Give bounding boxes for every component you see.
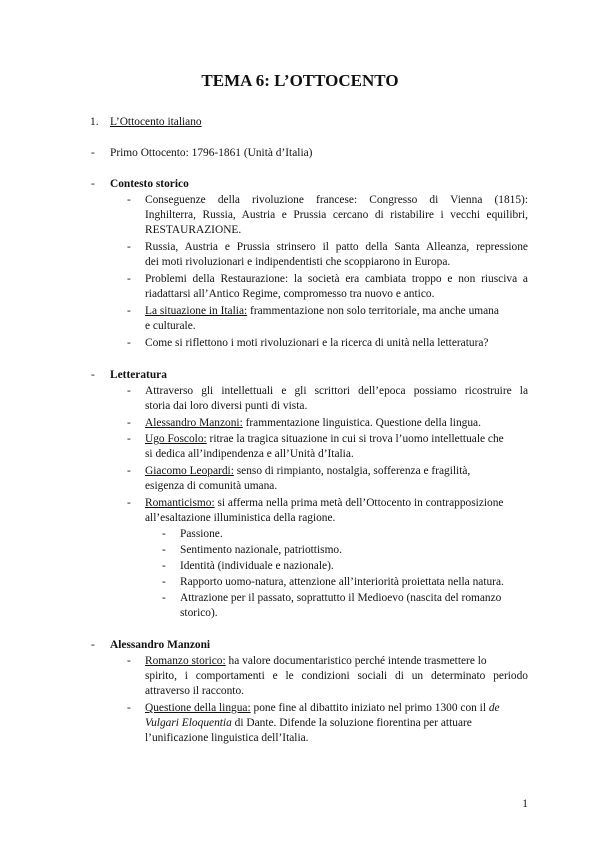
list-item: riadattarsi all’Antico Regime, compromesso tra nuovo e antico. xyxy=(145,288,435,300)
dash: - xyxy=(127,465,131,477)
dash: - xyxy=(127,194,131,206)
underlined-term: Ugo Foscolo: xyxy=(145,433,207,445)
underlined-term: Questione della lingua: xyxy=(145,702,251,714)
list-item: storia dai loro diversi punti di vista. xyxy=(145,400,308,412)
letteratura-heading: Letteratura xyxy=(110,369,167,381)
dash: - xyxy=(162,576,166,588)
list-item xyxy=(145,654,528,669)
list-item: RESTAURAZIONE. xyxy=(145,224,242,236)
list-item xyxy=(145,432,504,447)
list-item: Conseguenze della rivoluzione francese: Congresso di Vienna (1815): xyxy=(145,194,528,206)
dash: - xyxy=(127,305,131,317)
page-title: TEMA 6: L’OTTOCENTO xyxy=(201,71,399,90)
italic-title: de xyxy=(488,702,500,714)
sub-list-item: Attrazione per il passato, soprattutto il Medioevo (nascita del romanzo xyxy=(180,592,502,604)
italic-title: Vulgari Eloquentia xyxy=(145,717,232,729)
dash: - xyxy=(91,369,95,381)
list-item xyxy=(145,304,528,319)
dash: - xyxy=(127,273,131,285)
list-item: attraverso il racconto. xyxy=(145,685,244,697)
sub-list-item: Rapporto uomo-natura, attenzione all’interiorità proiettata nella natura. xyxy=(180,576,504,588)
dash: - xyxy=(162,528,166,540)
dash: - xyxy=(91,178,95,190)
dash: - xyxy=(127,337,131,349)
list-item-text: senso di rimpianto, nostalgia, sofferenza e fragilità, xyxy=(233,465,471,477)
underlined-term: La situazione in Italia: xyxy=(145,305,248,317)
dash: - xyxy=(127,417,131,429)
list-item-text: ha valore documentaristico perché intende trasmettere lo xyxy=(225,655,487,667)
list-item: esigenza di comunità umana. xyxy=(145,480,278,492)
list-item: Attraverso gli intellettuali e gli scrittori dell’epoca possiamo ricostruire la xyxy=(145,385,528,397)
list-item-text: pone fine al dibattito iniziato nel primo 1300 con il xyxy=(250,702,489,714)
primo-ottocento: Primo Ottocento: 1796-1861 (Unità d’Italia) xyxy=(110,147,313,159)
dash: - xyxy=(127,385,131,397)
list-item xyxy=(145,416,481,431)
dash: - xyxy=(162,544,166,556)
sub-list-item: Identità (individuale e nazionale). xyxy=(180,560,334,572)
manzoni-heading: Alessandro Manzoni xyxy=(110,639,211,651)
list-item: si dedica all’indipendenza e all’Unità d’Italia. xyxy=(145,448,354,460)
sub-list-item: Passione. xyxy=(180,528,223,540)
list-item-text: frammentazione linguistica. Questione della lingua. xyxy=(242,417,481,429)
list-item xyxy=(145,464,470,479)
list-item: l’unificazione linguistica dell’Italia. xyxy=(145,732,309,744)
dash: - xyxy=(162,592,166,604)
list-item xyxy=(145,701,500,716)
dash: - xyxy=(127,433,131,445)
contesto-heading: Contesto storico xyxy=(110,178,189,190)
dash: - xyxy=(162,560,166,572)
list-item-text: frammentazione non solo territoriale, ma anche umana xyxy=(247,305,499,317)
dash: - xyxy=(91,147,95,159)
list-item: Problemi della Restaurazione: la società era cambiata troppo e non riusciva a xyxy=(145,273,528,285)
underlined-term: Romanticismo: xyxy=(145,497,215,509)
dash: - xyxy=(91,639,95,651)
list-item xyxy=(145,716,472,731)
dash: - xyxy=(127,702,131,714)
list-item: e culturale. xyxy=(145,320,196,332)
page-number: 1 xyxy=(522,798,528,810)
underlined-term: Romanzo storico: xyxy=(145,655,226,667)
list-item: spirito, i comportamenti e le condizioni sociali di un determinato periodo xyxy=(145,670,528,682)
sub-list-item: Sentimento nazionale, patriottismo. xyxy=(180,544,342,556)
list-item: dei moti rivoluzionari e indipendentisti che scoppiarono in Europa. xyxy=(145,256,451,268)
underlined-term: Alessandro Manzoni: xyxy=(145,417,243,429)
list-item-text: ritrae la tragica situazione in cui si trova l’uomo intellettuale che xyxy=(206,433,504,445)
list-item-text: si afferma nella prima metà dell’Ottocento in contrapposizione xyxy=(214,497,504,509)
section-heading: L’Ottocento italiano xyxy=(110,116,202,128)
list-item: Russia, Austria e Prussia strinsero il patto della Santa Alleanza, repressione xyxy=(145,241,528,253)
sub-list-item: storico). xyxy=(180,607,218,619)
dash: - xyxy=(127,655,131,667)
section-number: 1. xyxy=(90,116,99,128)
list-item: Inghilterra, Russia, Austria e Prussia cercano di ristabilire i vecchi equilibri, xyxy=(145,209,528,221)
underlined-term: Giacomo Leopardi: xyxy=(145,465,234,477)
list-item: all’esaltazione illuministica della ragione. xyxy=(145,512,336,524)
list-item: Come si riflettono i moti rivoluzionari e la ricerca di unità nella letteratura? xyxy=(145,337,489,349)
list-item-text: di Dante. Difende la soluzione fiorentina per attuare xyxy=(231,717,472,729)
dash: - xyxy=(127,241,131,253)
list-item xyxy=(145,496,504,511)
dash: - xyxy=(127,497,131,509)
